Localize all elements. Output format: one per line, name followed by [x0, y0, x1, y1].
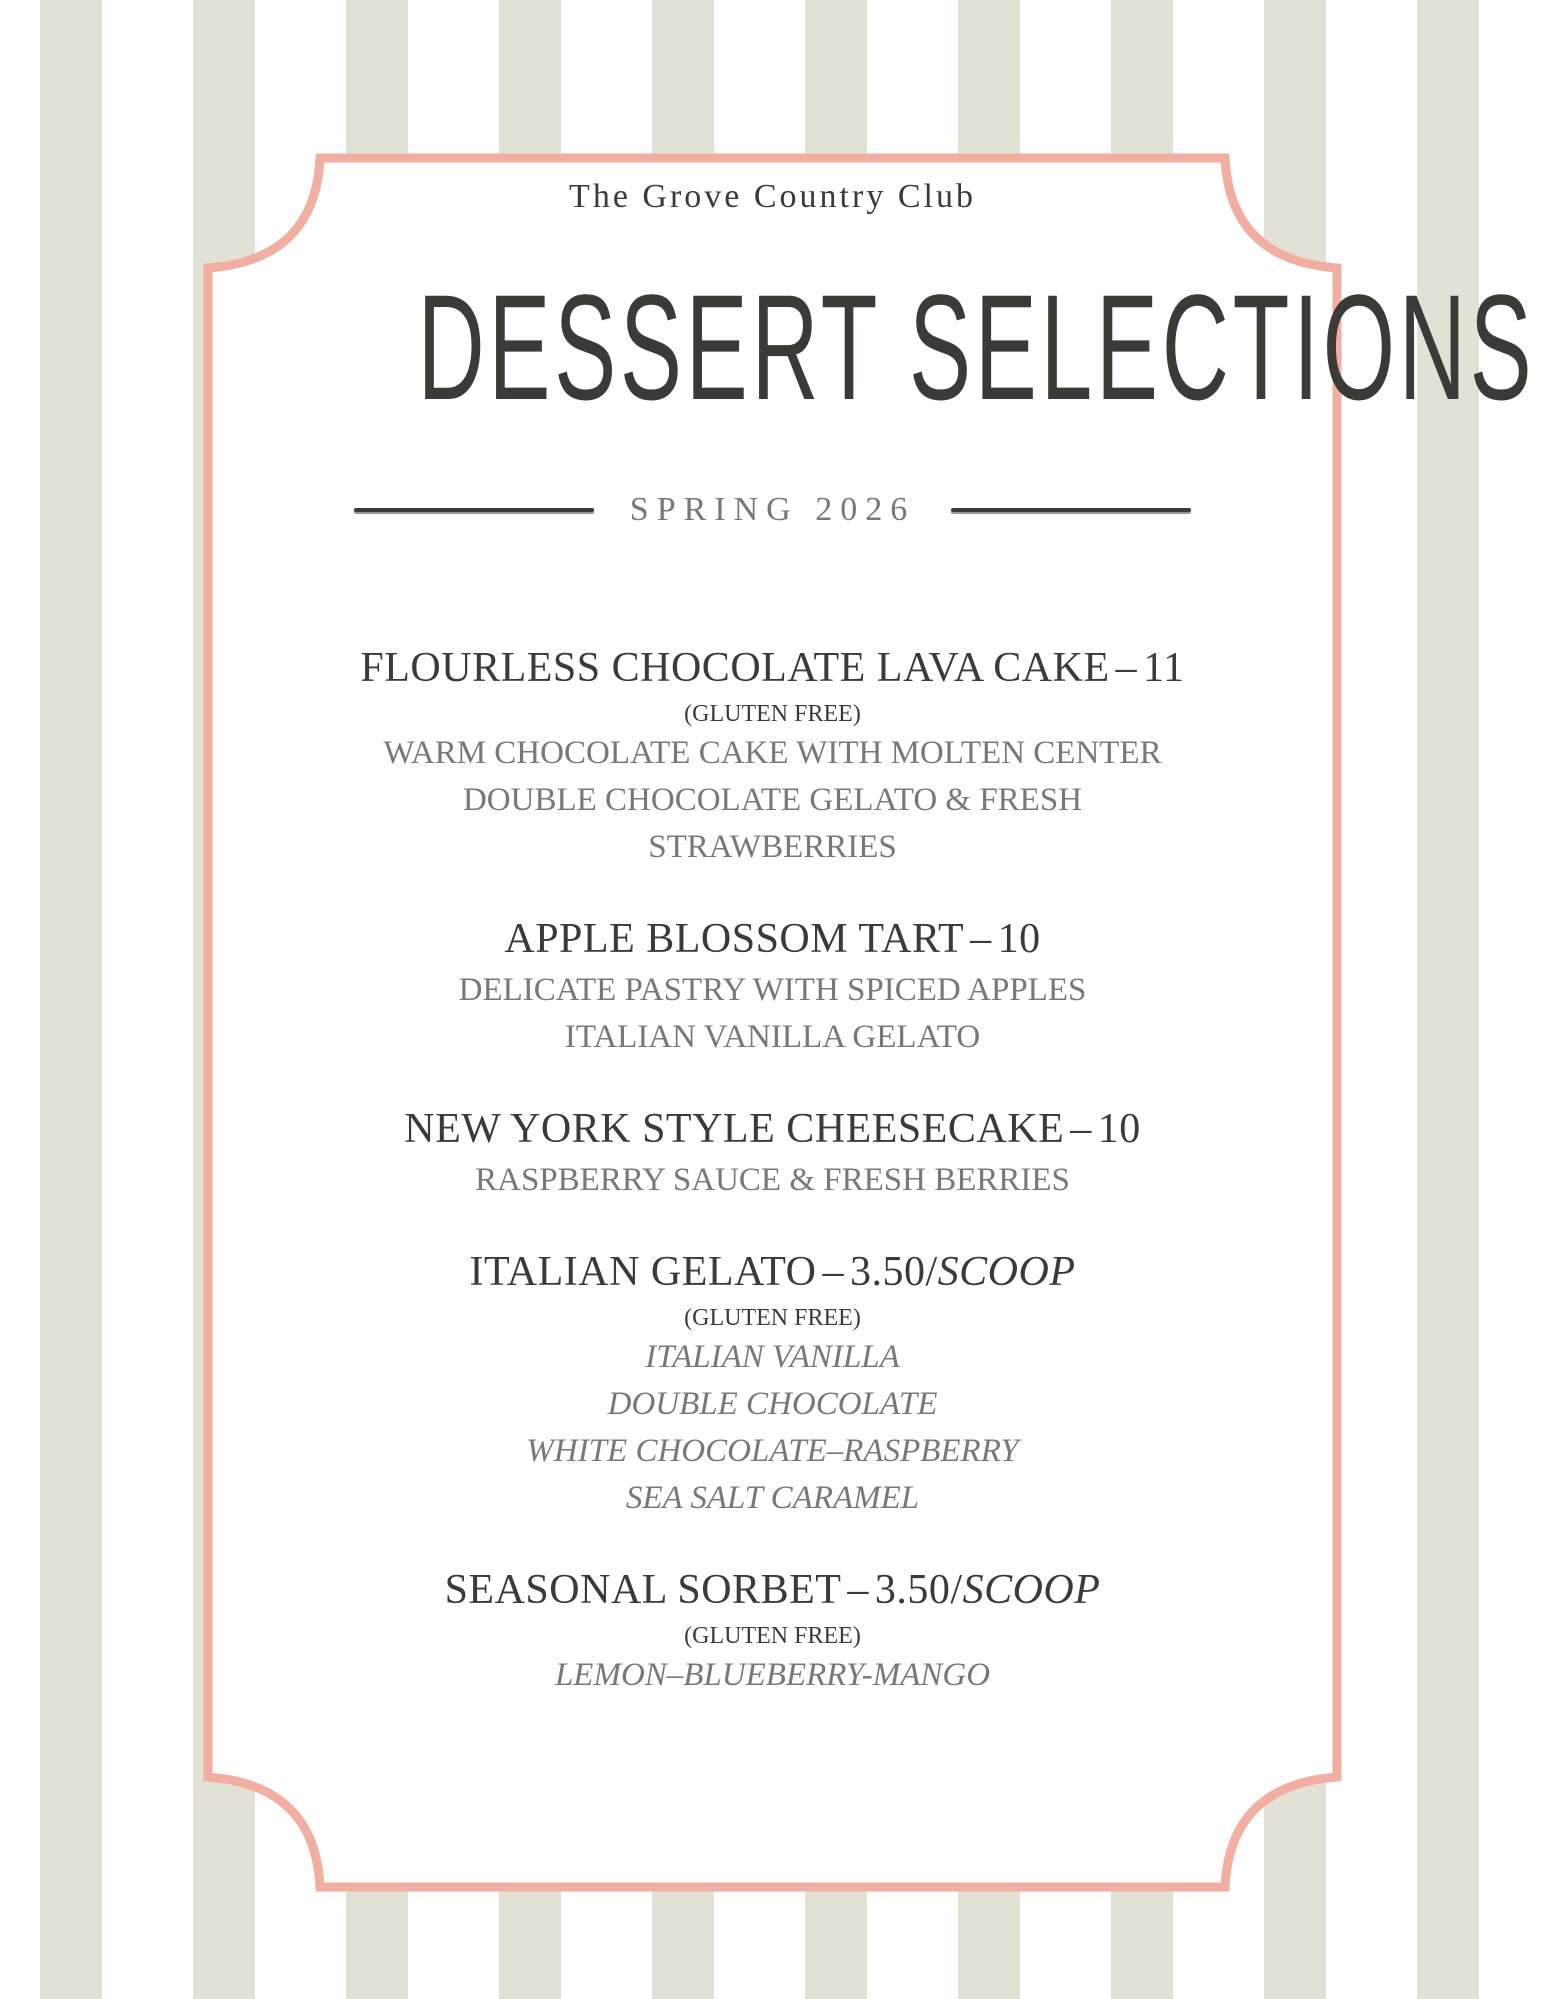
item-description-line: DELICATE PASTRY WITH SPICED APPLES: [458, 972, 1087, 1008]
item-separator: –: [847, 1567, 869, 1613]
item-name: SEASONAL SORBET: [444, 1567, 842, 1613]
gluten-free-note: (GLUTEN FREE): [684, 701, 861, 727]
item-description-line: WARM CHOCOLATE CAKE WITH MOLTEN CENTER: [383, 735, 1162, 771]
item-title: [200, 1101, 1345, 1157]
menu-card: [200, 150, 1536, 1895]
item-title: [200, 1562, 1345, 1618]
menu-item: [200, 640, 1345, 871]
gluten-free-note: (GLUTEN FREE): [684, 1305, 861, 1331]
item-name: FLOURLESS CHOCOLATE LAVA CAKE: [360, 645, 1110, 691]
item-title: [200, 640, 1345, 696]
item-price: 3.50/: [849, 1249, 938, 1295]
item-description-line: ITALIAN VANILLA GELATO: [564, 1019, 981, 1055]
season-row: [200, 480, 1345, 540]
item-price: 3.50/: [874, 1567, 963, 1613]
item-separator: –: [1115, 645, 1138, 691]
item-description-line: DOUBLE CHOCOLATE GELATO & FRESH: [462, 782, 1083, 818]
flavor-line: WHITE CHOCOLATE–RASPBERRY: [526, 1433, 1019, 1469]
item-price: 10: [1097, 1106, 1141, 1152]
season-label: SPRING 2026: [629, 491, 916, 528]
item-price: 11: [1143, 645, 1185, 691]
flavor-line: ITALIAN VANILLA: [645, 1339, 900, 1375]
item-price-unit: SCOOP: [937, 1249, 1076, 1295]
item-description-line: STRAWBERRIES: [648, 829, 897, 865]
item-separator: –: [822, 1249, 844, 1295]
item-separator: –: [970, 916, 992, 962]
item-name: NEW YORK STYLE CHEESECAKE: [404, 1106, 1065, 1152]
flavor-line: DOUBLE CHOCOLATE: [607, 1386, 938, 1422]
item-separator: –: [1070, 1106, 1092, 1152]
menu-item: [200, 1244, 1345, 1522]
menu-item: [200, 1562, 1345, 1699]
item-description-line: RASPBERRY SAUCE & FRESH BERRIES: [475, 1162, 1070, 1198]
item-name: ITALIAN GELATO: [469, 1249, 817, 1295]
item-price: 10: [997, 916, 1041, 962]
club-name: The Grove Country Club: [569, 178, 976, 215]
menu-item: [200, 911, 1345, 1061]
item-price-unit: SCOOP: [962, 1567, 1101, 1613]
menu-list: [200, 640, 1345, 1739]
divider-left: [354, 508, 594, 512]
flavor-line: SEA SALT CARAMEL: [625, 1480, 920, 1516]
item-title: [200, 1244, 1345, 1300]
menu-item: [200, 1101, 1345, 1204]
item-title: [200, 911, 1345, 967]
flavor-line: LEMON–BLUEBERRY-MANGO: [554, 1657, 991, 1693]
divider-right: [951, 508, 1191, 512]
page-title: DESSERT SELECTIONS: [417, 263, 1536, 431]
item-name: APPLE BLOSSOM TART: [504, 916, 965, 962]
gluten-free-note: (GLUTEN FREE): [684, 1623, 861, 1649]
